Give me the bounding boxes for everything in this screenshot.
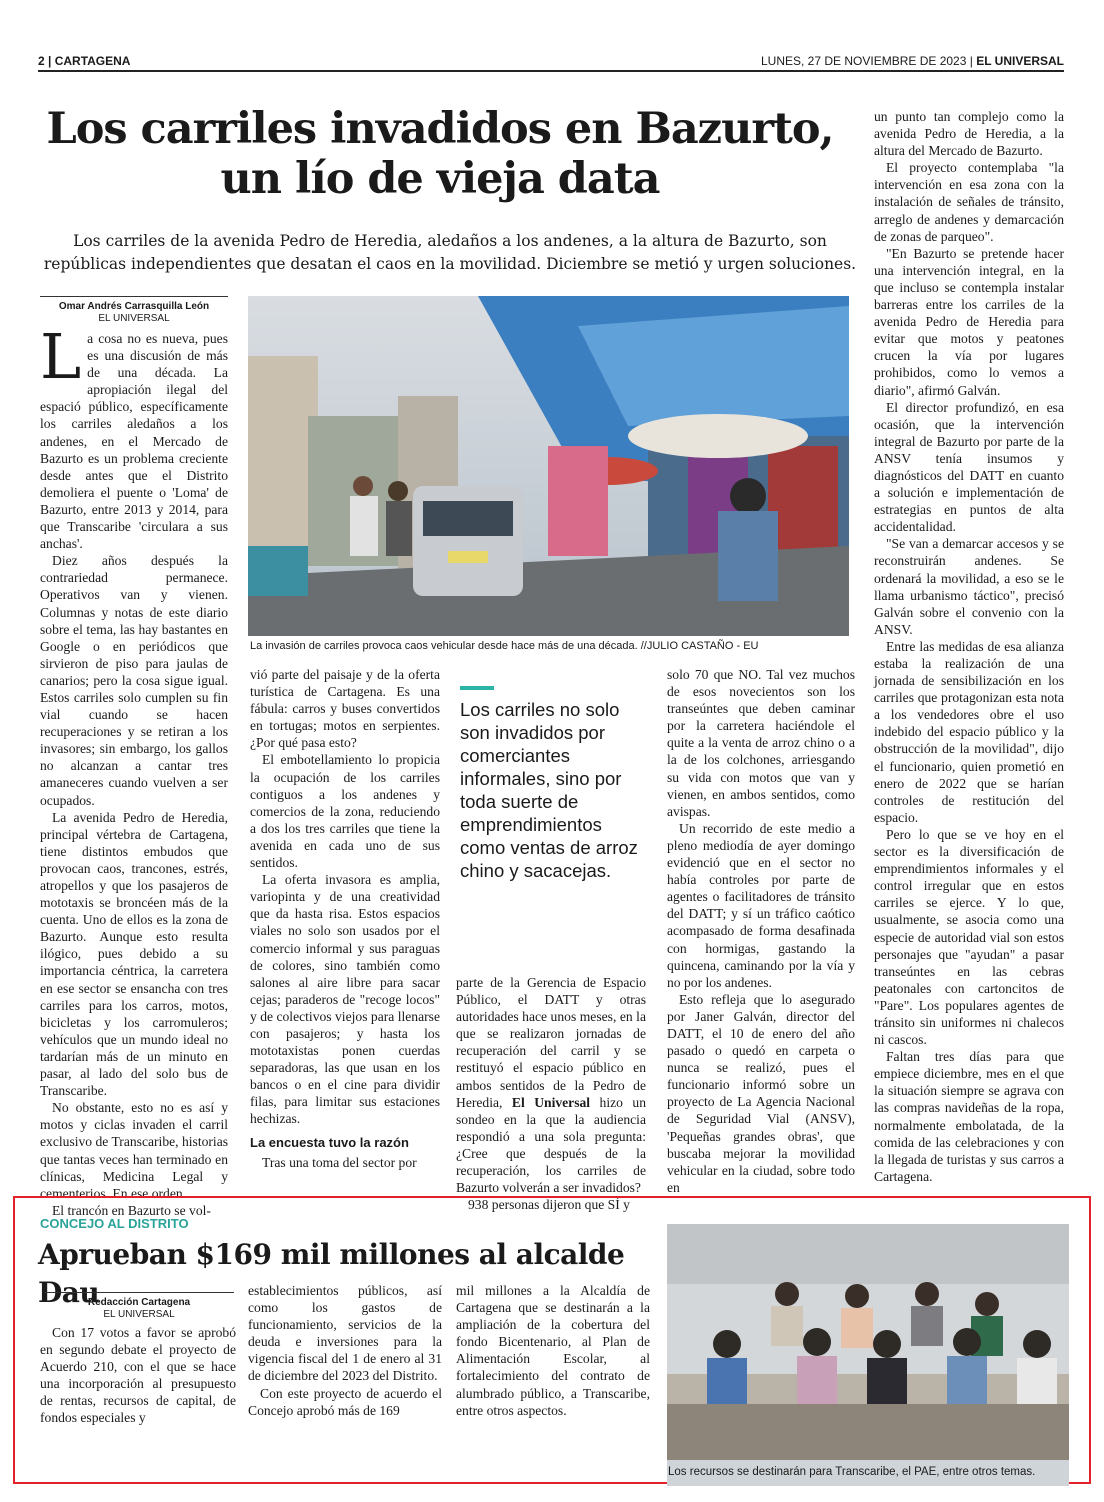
- article-photo-caption: La invasión de carriles provoca caos vehicular desde hace más de una década. //JULIO CASTAÑO - EU: [250, 640, 759, 652]
- article-column-2: vió parte del paisaje y de la oferta turística de Cartagena. Es una fábula: carros y buses convertidos en tortugas; motos en serpientes. ¿Por qué pasa esto? El embotellamiento lo propicia la ocupación de los carriles contiguos a los andenes y comercios de la zona, reduciendo a dos los tres carriles que tiene la avenida en cada uno de sus sentidos. La oferta invasora es amplia, variopinta y de una creatividad que da hasta risa. Estos espacios viales no solo son usados por el comercio informal y sus paraguas de colores, sino también como salones al aire libre para sacar cejas; paraderos de "recoge locos" y de colectivos viejos para llenarse con pasajeros; y hasta los mototaxistas ponen cuerdas separadoras, las que usan en los bancos o en el cine para dividir filas, para limitar sus estaciones hechizas. La encuesta tuvo la razón Tras una toma del sector por: [250, 667, 440, 1170]
- article-column-4: solo 70 que NO. Tal vez muchos de esos novecientos son los transeúntes que deben caminar por la carretera haciéndole el quite a la venta de arroz chino o a la de los colchones, arriesgando su vida con motos que van y vienen, en ambos sentidos, como avispas. Un recorrido de este medio a pleno mediodía de ayer domingo evidenció que en el sector no había controles por parte de agentes o facilitadores de tránsito del DATT; y sí un tráfico caótico acompasado de forma desafinada con hormigas, gastando la quincena, caminando por la vía y no por los andenes. Esto refleja que lo asegurado por Janer Galván, director del DATT, el 10 de enero del año pasado o quedó en carpeta o nunca se realizó, pues el funcionario informó sobre un proyecto de La Agencia Nacional de Seguridad Vial (ANSV), 'Pequeñas grandes obras', que buscaba mejorar la movilidad vehicular en la ciudad, sobre todo en: [667, 667, 855, 1195]
- article-column-5: un punto tan complejo como la avenida Pedro de Heredia, a la altura del Mercado de Bazurto. El proyecto contemplaba "la intervención en esa zona con la instalación de señales de tránsito, arreglo de andenes y demarcación de zonas de parqueo". "En Bazurto se pretende hacer una intervención integral, en la que incluso se contempla instalar barreras entre los carriles de la avenida Pedro de Heredia para evitar que motos y peatones crucen la vía por lugares prohibidos, como lo vemos a diario", afirmó Galván. El director profundizó, en esa ocasión, que la intervención integral de Bazurto por parte de la ANSV tenía insumos y diagnósticos del DATT en cuanto a solución e implementación de estrategias en puntos de alta accidentalidad. "Se van a demarcar accesos y se reconstruirán andenes. Se ordenará la movilidad, a eso se le llama urbanismo táctico", precisó Galván sobre el convenio con la ANSV. Entre las medidas de esa alianza estaba la realización de una jornada de sensibilización en los carriles que protagonizan esta nota a los vendedores obre el uso indebido del espacio público y la obstrucción de la movilidad", dijo el funcionario, quien prometió en enero de 2022 que se harían controles de restitución del espacio. Pero lo que se ve hoy en el sector es la diversificación de emprendimientos informales y el control irregular que en estos carriles se ejerce. Y lo que, usualmente, se asocia como una especie de autoridad vial son estos personajes que "ayudan" a pasar transeúntes en las cebras peatonales con cartoncitos de "Pare". Los populares agentes de tránsito sin uniformes ni chalecos ni cascos. Faltan tres días para que empiece diciembre, mes en el que la situación siempre se agrava con las compras navideñas de la ropa, normalmente embolatada, de la comida de las celebraciones y con la llegada de turistas y sus carros a Cartagena.: [874, 109, 1064, 1184]
- brief-outlet: EL UNIVERSAL: [103, 1309, 175, 1320]
- paper-name: EL UNIVERSAL: [976, 54, 1064, 68]
- author-name: Omar Andrés Carrasquilla León: [58, 301, 210, 312]
- brief-column-3: mil millones a la Alcaldía de Cartagena que se destinarán a la ampliación de la cobertura del fondo Bicentenario, al Plan de Alimentación Escolar, al fortalecimiento del contrato de alumbrado público, a Transcaribe, entre otros aspectos.: [456, 1283, 650, 1418]
- article-photo: [248, 296, 849, 636]
- page-header: [38, 52, 1064, 72]
- pull-quote: Los carriles no solo son invadidos por comerciantes informales, sino por toda suerte de emprendimientos como ventas de arroz chino y sacacejas.: [460, 686, 650, 882]
- article-title: Los carriles invadidos en Bazurto, un lío de vieja data: [46, 104, 834, 204]
- author-outlet: EL UNIVERSAL: [98, 313, 170, 324]
- issue-date: LUNES, 27 DE NOVIEMBRE DE 2023 | EL UNIVERSAL: [760, 54, 1064, 68]
- paper-name-inline: El Universal: [511, 1094, 591, 1110]
- brief-byline: [44, 1292, 234, 1321]
- brief-photo-caption: Los recursos se destinarán para Transcaribe, el PAE, entre otros temas.: [668, 1466, 1036, 1478]
- article-column-1: La cosa no es nueva, pues es una discusión de más de una década. La apropiación ilegal del espació público, específicamente los carriles aledaños a los andenes, en el Mercado de Bazurto es un problema creciente desde antes que el Distrito demoliera el puente o 'Loma' de Bazurto, entre 2013 y 2014, para que Transcaribe 'circulara a sus anchas'. Diez años después la contrariedad permanece. Operativos van y vienen. Columnas y notas de este diario sobre el tema, las hay bastantes en Google o en periódicos que sirvieron de piso para jaulas de canarios; pero la cosa sigue igual. Estos carriles solo cumplen su fin vial cuando se hacen recuperaciones y se retiran a los invasores; sin embargo, los gallos no alcanzan a cantar tres amaneceres cuando vuelven a ser ocupados. La avenida Pedro de Heredia, principal vértebra de Cartagena, tiene distintos embudos que provocan caos, trancones, estrés, atropellos y que los pasajeros de mototaxis se broncéen más de la cuenta. Uno de ellos es la zona de Bazurto. Aunque esto resulta ilógico, pues debido a su importancia céntrica, la carretera en ese sector se ensancha con tres carriles para los carros, motos, bicicletas y los carromuleros; vehículos que un mundo ideal no tardarían más de un minuto en pasar, al lado del solo bus de Transcaribe. No obstante, esto no es así y motos y ciclas invaden el carril exclusivo de Transcaribe, historias que tantas veces han terminado en clínicas, Medicina Legal y cementerios. En ese orden. El trancón en Bazurto se vol-: [40, 320, 229, 1218]
- brief-photo: [667, 1224, 1069, 1486]
- article-subtitle: Los carriles de la avenida Pedro de Heredia, aledaños a los andenes, a la altura de Bazurto, son repúblicas independientes que desatan el caos en la movilidad. Diciembre se metió y urgen soluciones.: [43, 232, 857, 273]
- article-column-3: parte de la Gerencia de Espacio Público, el DATT y otras autoridades hace unos meses, en la que se realizaron jornadas de recuperación del carril y se restituyó el espacio público en ambos sentidos de la Pedro de Heredia, El Universal hizo un sondeo en la que la audiencia respondió a una sola pregunta: ¿Cree que después de la recuperación, los carriles de Bazurto volverán a ser invadidos? 938 personas dijeron que SÍ y: [456, 975, 647, 1213]
- brief-title: Aprueban $169 mil millones al alcalde Dau: [38, 1238, 625, 1309]
- section-subhead: La encuesta tuvo la razón: [250, 1134, 409, 1150]
- brief-column-2: establecimientos públicos, así como los gastos de funcionamiento, servicios de la deuda e inversiones para la vigencia fiscal del 1 de enero al 31 de diciembre del 2023 del Distrito. Con este proyecto de acuerdo el Concejo aprobó más de 169: [248, 1283, 442, 1418]
- page-section: 2 | CARTAGENA: [38, 54, 131, 68]
- drop-cap: L: [40, 320, 82, 393]
- brief-kicker: CONCEJO AL DISTRITO: [40, 1216, 189, 1231]
- pull-quote-bar: [460, 686, 494, 690]
- brief-author: Redacción Cartagena: [87, 1297, 191, 1308]
- brief-column-1: Con 17 votos a favor se aprobó en segundo debate el proyecto de Acuerdo 210, con el que se hace una incorporación al presupuesto de rentas, recursos de capital, de fondos especiales y: [40, 1325, 236, 1426]
